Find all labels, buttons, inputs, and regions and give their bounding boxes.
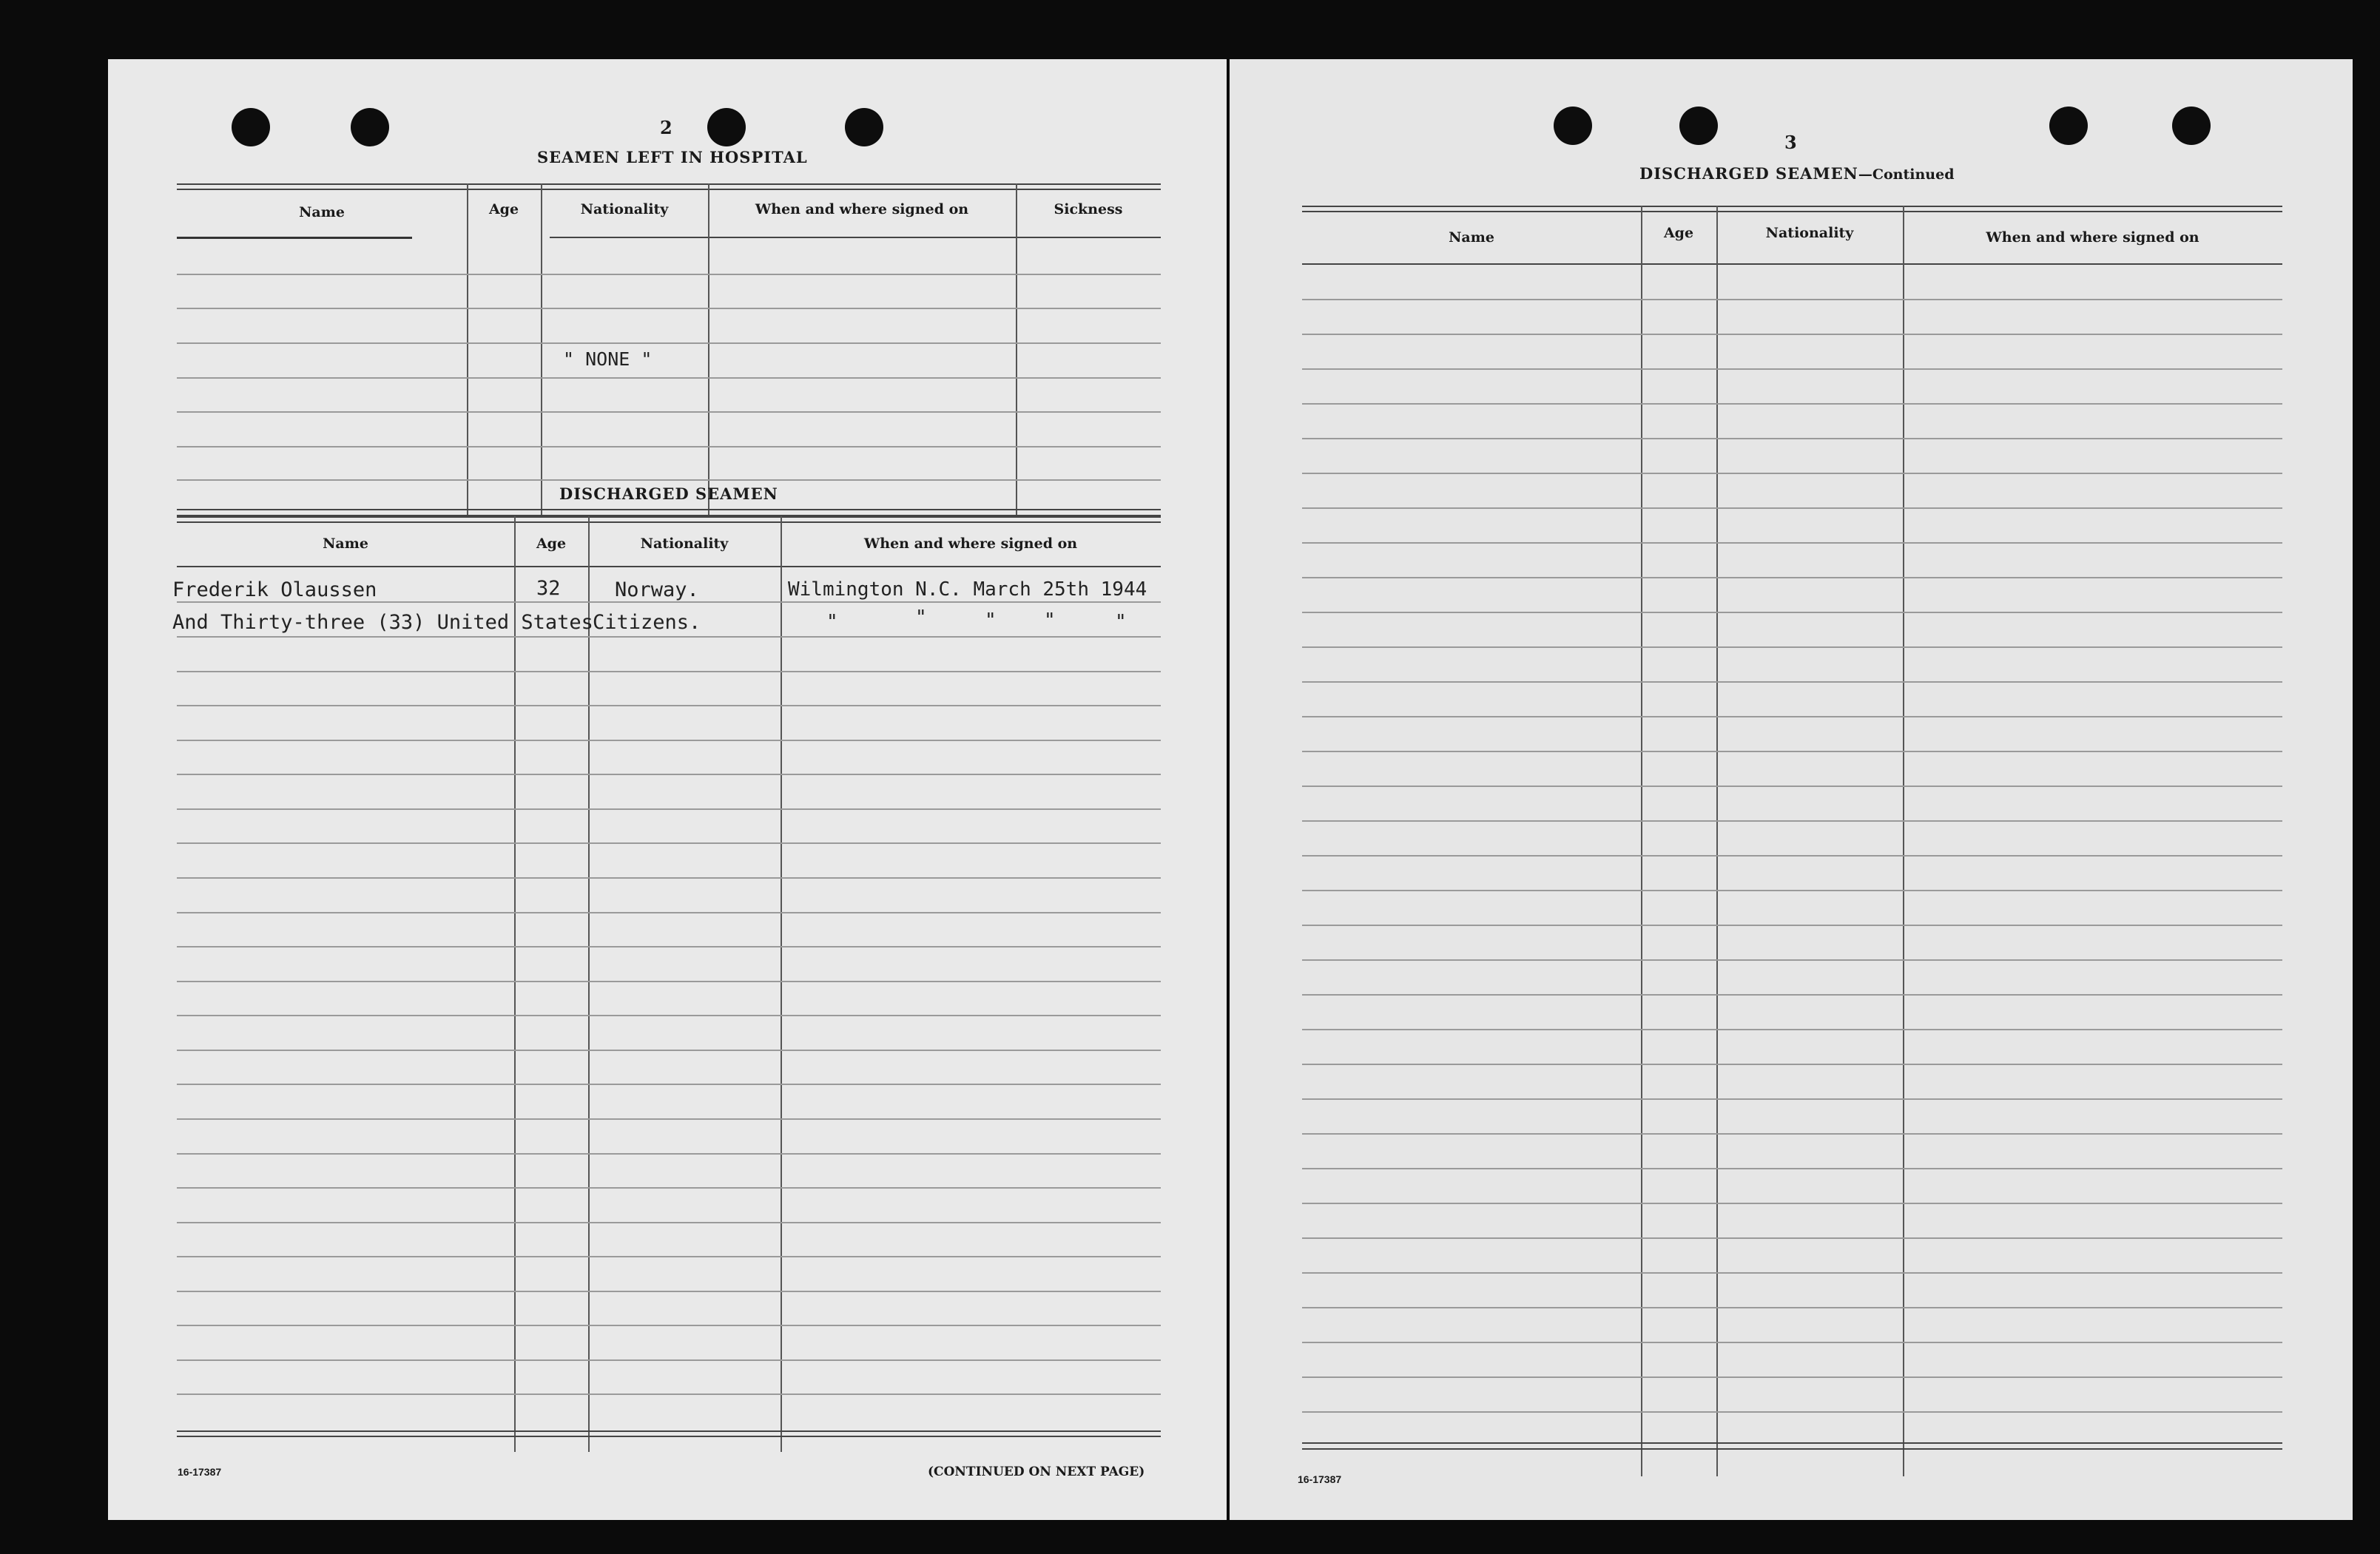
discharged-continued-table [1302,206,2282,1476]
section-title-suffix: —Continued [1858,166,1955,183]
left-page [108,59,1227,1520]
col-header-name: Name [299,204,345,220]
page-number: 2 [660,117,672,138]
column-divider [1716,206,1718,1476]
column-divider [781,516,782,1452]
right-page [1230,59,2353,1520]
continued-note: (CONTINUED ON NEXT PAGE) [928,1465,1145,1479]
col-header-nationality: Nationality [640,536,729,552]
ditto-mark: " [826,611,838,633]
entry-name: Frederik Olaussen [172,578,377,601]
entry-age: 32 [536,577,561,600]
punch-hole [1679,107,1718,145]
ditto-mark: " [985,609,997,632]
col-header-sickness: Sickness [1054,201,1123,217]
hospital-none-entry: " NONE " [563,348,653,370]
hospital-table [177,183,1161,518]
section-title [1639,164,1955,183]
col-header-nationality: Nationality [580,201,669,217]
punch-hole [2049,107,2088,145]
page-number: 3 [1784,132,1797,153]
section-title-text: DISCHARGED SEAMEN [1639,164,1858,183]
col-header-name: Name [1449,229,1494,246]
column-divider [467,183,468,518]
col-header-name: Name [323,536,368,552]
column-divider [514,516,516,1452]
col-header-signed-on: When and where signed on [755,201,969,217]
punch-hole [707,108,746,146]
ditto-mark: " [915,607,927,629]
punch-hole [845,108,883,146]
column-divider [1016,183,1017,518]
ditto-mark: " [1115,611,1127,633]
punch-hole [232,108,270,146]
column-divider [541,183,542,518]
col-header-age: Age [1663,225,1694,241]
entry-nationality: Citizens. [593,611,701,634]
col-header-signed-on: When and where signed on [1986,229,2199,246]
col-header-age: Age [488,201,519,217]
col-header-age: Age [536,536,567,552]
hospital-section-title: SEAMEN LEFT IN HOSPITAL [537,148,808,166]
column-divider [708,183,709,518]
entry-nationality: Norway. [615,578,699,601]
punch-hole [1554,107,1592,145]
col-header-nationality: Nationality [1765,225,1854,241]
column-divider [588,516,590,1452]
ditto-mark: " [1044,609,1056,632]
entry-signed-on: Wilmington N.C. March 25th 1944 [788,578,1147,601]
punch-hole [351,108,389,146]
discharged-table [172,516,1161,1452]
col-header-signed-on: When and where signed on [863,536,1078,552]
discharged-section-title: DISCHARGED SEAMEN [559,484,778,503]
column-divider [1641,206,1642,1476]
entry-name: And Thirty-three (33) United States [172,611,593,634]
form-number: 16-17387 [178,1466,222,1478]
form-number: 16-17387 [1298,1473,1342,1485]
column-divider [1903,206,1904,1476]
punch-hole [2172,107,2211,145]
